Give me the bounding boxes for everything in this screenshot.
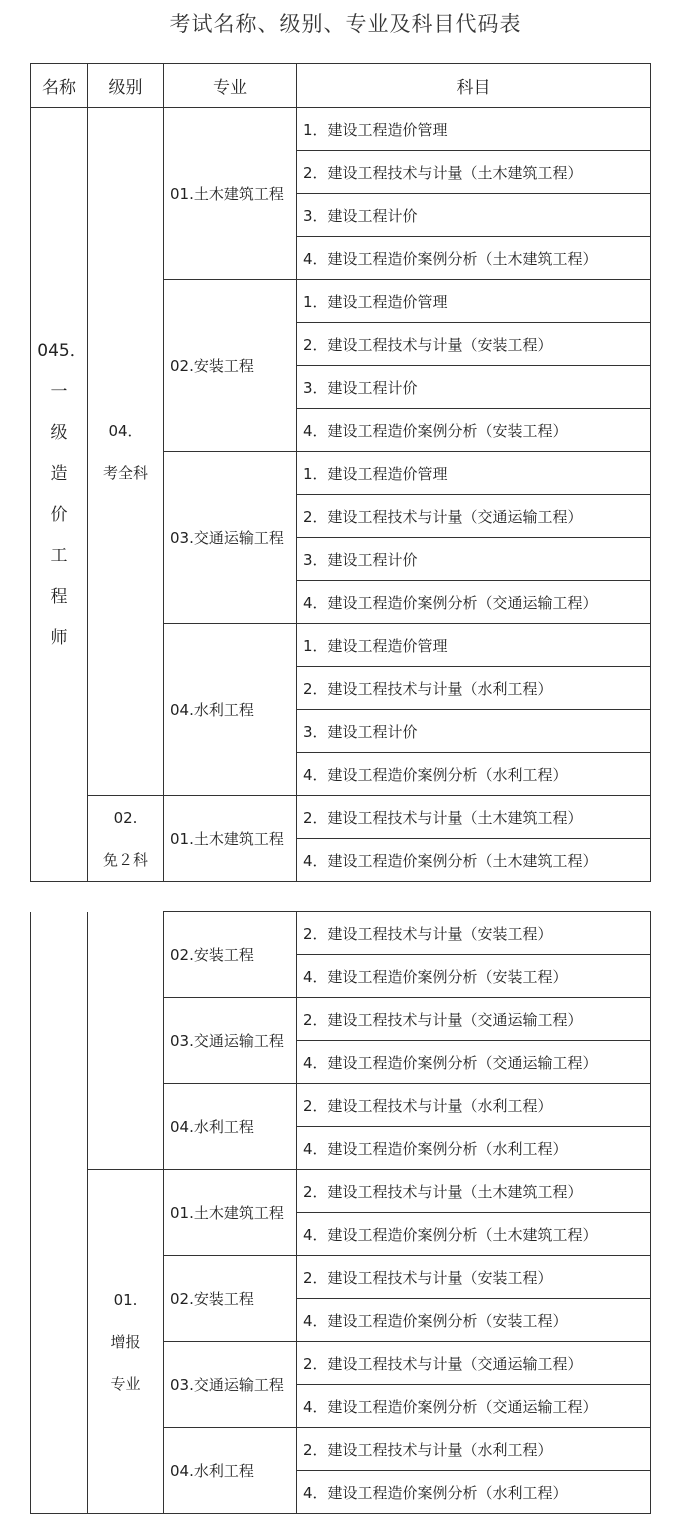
subject-cell: 2．建设工程技术与计量（安装工程）	[297, 912, 651, 955]
exam-name-char: 程	[50, 586, 68, 607]
exam-name-char: 师	[50, 627, 68, 648]
table-row	[31, 912, 651, 955]
subject-cell: 2．建设工程技术与计量（水利工程）	[297, 667, 651, 710]
subject-cell: 3．建设工程计价	[297, 194, 651, 237]
exam-name-char: 一	[50, 381, 68, 402]
major-cell: 03.交通运输工程	[164, 1342, 297, 1428]
major-cell: 02.安装工程	[164, 912, 297, 998]
subject-cell: 2．建设工程技术与计量（安装工程）	[297, 1256, 651, 1299]
exam-name-char: 工	[50, 545, 68, 566]
subject-cell: 4．建设工程造价案例分析（安装工程）	[297, 955, 651, 998]
major-cell: 03.交通运输工程	[164, 452, 297, 624]
subject-cell: 4．建设工程造价案例分析（安装工程）	[297, 1299, 651, 1342]
major-cell: 02.安装工程	[164, 1256, 297, 1342]
subject-cell: 2．建设工程技术与计量（安装工程）	[297, 323, 651, 366]
exam-name-char: 造	[50, 463, 68, 484]
level-full-cell	[88, 108, 164, 796]
subject-cell: 3．建设工程计价	[297, 538, 651, 581]
major-cell: 02.安装工程	[164, 280, 297, 452]
subject-cell: 4．建设工程造价案例分析（安装工程）	[297, 409, 651, 452]
level-label: 专业	[110, 1374, 141, 1393]
subject-cell: 4．建设工程造价案例分析（水利工程）	[297, 1127, 651, 1170]
level-label: 增报	[110, 1332, 141, 1351]
subject-cell: 2．建设工程技术与计量（交通运输工程）	[297, 998, 651, 1041]
header-level: 级别	[88, 64, 164, 108]
exam-name-continued-cell	[31, 912, 88, 1514]
subject-cell: 2．建设工程技术与计量（土木建筑工程）	[297, 151, 651, 194]
major-cell: 04.水利工程	[164, 624, 297, 796]
header-subject: 科目	[297, 64, 651, 108]
subject-cell: 4．建设工程造价案例分析（土木建筑工程）	[297, 1213, 651, 1256]
subject-cell: 4．建设工程造价案例分析（水利工程）	[297, 753, 651, 796]
subject-cell: 4．建设工程造价案例分析（水利工程）	[297, 1471, 651, 1514]
subject-cell: 4．建设工程造价案例分析（交通运输工程）	[297, 1385, 651, 1428]
table-row	[31, 108, 651, 151]
subject-cell: 2．建设工程技术与计量（土木建筑工程）	[297, 1170, 651, 1213]
subject-cell: 3．建设工程计价	[297, 710, 651, 753]
exam-name-code: 045．	[37, 340, 87, 361]
subject-cell: 4．建设工程造价案例分析（土木建筑工程）	[297, 237, 651, 280]
level-code: 04．	[108, 421, 143, 440]
subject-cell: 1．建设工程造价管理	[297, 108, 651, 151]
subject-cell: 2．建设工程技术与计量（土木建筑工程）	[297, 796, 651, 839]
subject-cell: 3．建设工程计价	[297, 366, 651, 409]
major-cell: 04.水利工程	[164, 1428, 297, 1514]
level-label: 免２科	[102, 850, 148, 869]
subject-cell: 2．建设工程技术与计量（水利工程）	[297, 1084, 651, 1127]
subject-cell: 4．建设工程造价案例分析（交通运输工程）	[297, 581, 651, 624]
subject-cell: 2．建设工程技术与计量（水利工程）	[297, 1428, 651, 1471]
page-title: 考试名称、级别、专业及科目代码表	[169, 12, 522, 36]
header-major: 专业	[164, 64, 297, 108]
level-exempt-cell	[88, 796, 164, 882]
table-row	[31, 796, 651, 839]
level-add-cell	[88, 1170, 164, 1514]
code-table-part-1	[30, 63, 651, 882]
major-cell: 01.土木建筑工程	[164, 1170, 297, 1256]
level-code: 01.	[113, 1290, 138, 1309]
subject-cell: 1．建设工程造价管理	[297, 452, 651, 495]
header-name: 名称	[31, 64, 88, 108]
subject-cell: 4．建设工程造价案例分析（土木建筑工程）	[297, 839, 651, 882]
subject-cell: 2．建设工程技术与计量（交通运输工程）	[297, 495, 651, 538]
subject-cell: 1．建设工程造价管理	[297, 624, 651, 667]
level-exempt-continued-cell	[88, 912, 164, 1170]
exam-name-char: 价	[50, 504, 68, 525]
subject-cell: 4．建设工程造价案例分析（交通运输工程）	[297, 1041, 651, 1084]
exam-name-cell	[31, 108, 88, 882]
level-label: 考全科	[102, 463, 148, 482]
major-cell: 03.交通运输工程	[164, 998, 297, 1084]
major-cell: 01.土木建筑工程	[164, 108, 297, 280]
subject-cell: 2．建设工程技术与计量（交通运输工程）	[297, 1342, 651, 1385]
code-table-part-2	[30, 911, 651, 1514]
subject-cell: 1．建设工程造价管理	[297, 280, 651, 323]
table-row	[31, 1170, 651, 1213]
major-cell: 01.土木建筑工程	[164, 796, 297, 882]
level-code: 02.	[113, 808, 138, 827]
exam-name-char: 级	[50, 422, 68, 443]
table-header-row	[31, 64, 651, 108]
major-cell: 04.水利工程	[164, 1084, 297, 1170]
